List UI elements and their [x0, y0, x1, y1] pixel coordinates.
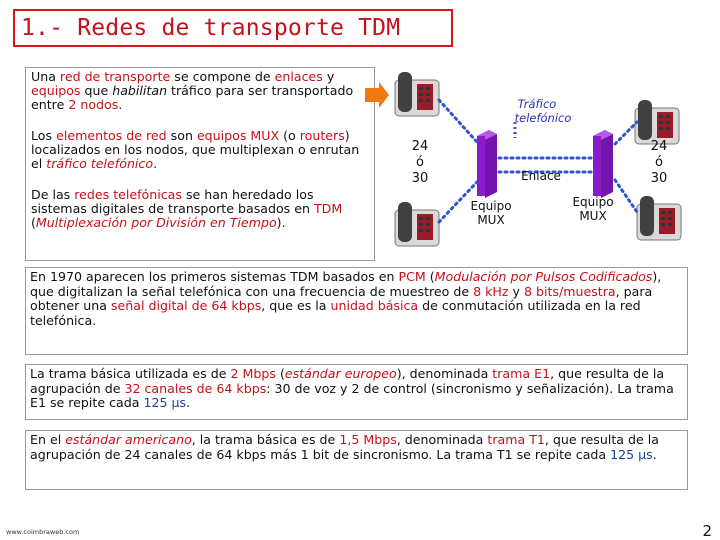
orange-arrow-icon: [365, 82, 389, 108]
intro-paragraph-1: Una red de transporte se compone de enlaces y equipos que habilitan tráfico para ser transportado entre 2 nodos.: [31, 69, 354, 112]
intro-paragraph-2: Los elementos de red son equipos MUX (o routers) localizados en los nodos, que multiplexan o enrutan el tráfico telefónico.: [31, 128, 360, 171]
traffic-label-line2: telefónico: [514, 111, 572, 125]
telephone-icon-bottom-left: [395, 202, 439, 246]
left-count-line1: 24: [411, 139, 429, 154]
intro-text-box: [25, 67, 375, 261]
text-box-e1: La trama básica utilizada es de 2 Mbps (estándar europeo), denominada trama E1, que resulta de la agrupación de 32 canales de 64 kbps: 30 de voz y 2 de control (sincronismo y señalización). La trama E1 se repite cada 125 µs.: [25, 364, 688, 420]
mux-box-left: [477, 130, 497, 198]
left-count-line3: 30: [411, 171, 429, 186]
left-mux-label-line1: Equipo: [470, 199, 512, 213]
intro-paragraph-3: De las redes telefónicas se han heredado los sistemas digitales de transporte basados en TDM (Multiplexación por División en Tiempo).: [31, 187, 343, 230]
right-mux-label-line1: Equipo: [572, 195, 614, 209]
telephone-icon-top-right: [635, 100, 679, 144]
mux-box-right: [593, 130, 613, 198]
page-title: 1.- Redes de transporte TDM: [21, 15, 401, 41]
title-box: [13, 9, 453, 47]
footer-url[interactable]: www.coimbraweb.com: [6, 528, 80, 536]
link-label: Enlace: [521, 169, 561, 183]
left-count-line2: ó: [416, 155, 424, 170]
telephone-icon-bottom-right: [637, 196, 681, 240]
telephone-icon-top-left: [395, 72, 439, 116]
right-count-line3: 30: [650, 171, 668, 186]
text-box-pcm: En 1970 aparecen los primeros sistemas TDM basados en PCM (Modulación por Pulsos Codificados), que digitalizan la señal telefónica con una frecuencia de muestreo de 8 kHz y 8 bits/muestra, para obtener una señal digital de 64 kbps, que es la unidad básica de conmutación utilizada en la red telefónica.: [25, 267, 688, 355]
text-box-t1: En el estándar americano, la trama básica es de 1,5 Mbps, denominada trama T1, que resulta de la agrupación de 24 canales de 64 kbps más 1 bit de sincronismo. La trama T1 se repite cada 125 µs.: [25, 430, 688, 490]
right-count-line2: ó: [655, 155, 663, 170]
traffic-label-line1: Tráfico: [517, 97, 557, 111]
network-diagram: [365, 62, 695, 262]
page-number: 2: [702, 522, 712, 540]
right-mux-label-line2: MUX: [579, 209, 607, 223]
right-count-line1: 24: [650, 139, 668, 154]
left-mux-label-line2: MUX: [477, 213, 505, 227]
